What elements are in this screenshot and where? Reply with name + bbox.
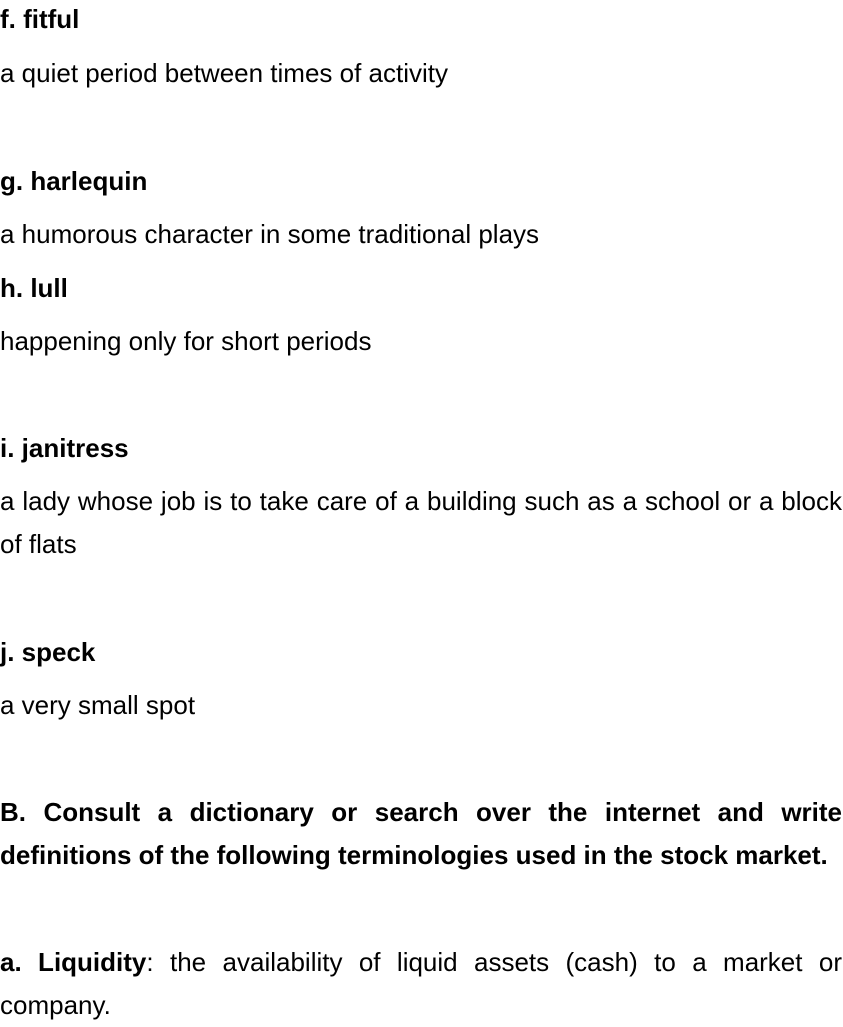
definition-speck: a very small spot	[0, 690, 196, 720]
section-b-heading: B. Consult a dictionary or search over the internet and write definitions of the following terminologies used in the stock market.	[0, 797, 842, 870]
stock-term-liquidity	[0, 941, 842, 1027]
stock-term-definition: the availability of liquid assets (cash) to a market or company.	[0, 947, 842, 1020]
term-harlequin: g. harlequin	[0, 166, 148, 196]
term-fitful: f. fitful	[0, 4, 80, 34]
definition-fitful: a quiet period between times of activity	[0, 58, 449, 88]
term-lull: h. lull	[0, 273, 68, 303]
stock-term-label: a. Liquidity	[0, 947, 147, 977]
term-janitress: i. janitress	[0, 433, 129, 463]
term-speck: j. speck	[0, 637, 96, 667]
definition-lull: happening only for short periods	[0, 326, 372, 356]
definition-harlequin: a humorous character in some traditional plays	[0, 219, 540, 249]
stock-term-separator: :	[146, 947, 154, 977]
definition-janitress: a lady whose job is to take care of a building such as a school or a block of flats	[0, 486, 842, 559]
